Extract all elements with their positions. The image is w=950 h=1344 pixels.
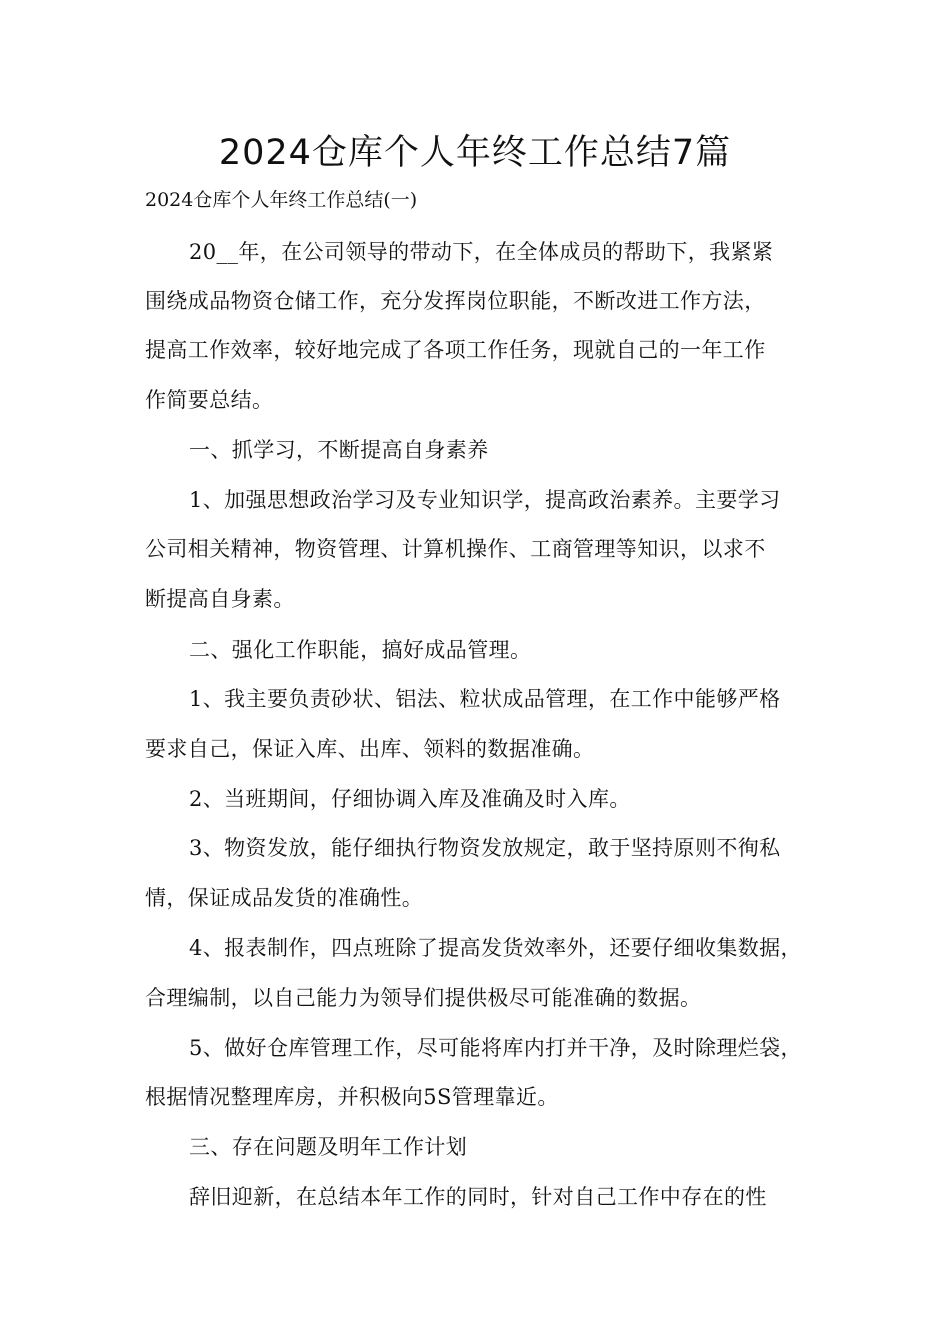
paragraph-line: 公司相关精神，物资管理、计算机操作、工商管理等知识，以求不 bbox=[145, 537, 766, 561]
paragraph-line: 2、当班期间，仔细协调入库及准确及时入库。 bbox=[189, 787, 631, 811]
paragraph-line: 根据情况整理库房，并积极向5S管理靠近。 bbox=[145, 1085, 559, 1109]
paragraph-line: 1、我主要负责砂状、铝法、粒状成品管理，在工作中能够严格 bbox=[189, 687, 781, 711]
section-heading: 三、存在问题及明年工作计划 bbox=[189, 1135, 468, 1159]
section-heading: 一、抓学习，不断提高自身素养 bbox=[189, 438, 489, 462]
paragraph-line: 要求自己，保证入库、出库、领料的数据准确。 bbox=[145, 737, 595, 761]
paragraph-line: 20__年，在公司领导的带动下，在全体成员的帮助下，我紧紧 bbox=[189, 240, 774, 264]
paragraph-line: 5、做好仓库管理工作，尽可能将库内打并干净，及时除理烂袋， bbox=[189, 1036, 802, 1060]
paragraph-line: 1、加强思想政治学习及专业知识学，提高政治素养。主要学习 bbox=[189, 488, 781, 512]
paragraph-line: 围绕成品物资仓储工作，充分发挥岗位职能，不断改进工作方法， bbox=[145, 289, 766, 313]
paragraph-line: 3、物资发放，能仔细执行物资发放规定，敢于坚持原则不徇私 bbox=[189, 836, 781, 860]
section-subtitle: 2024仓库个人年终工作总结(一) bbox=[145, 189, 418, 211]
document-title: 2024仓库个人年终工作总结7篇 bbox=[218, 133, 732, 173]
paragraph-line: 提高工作效率，较好地完成了各项工作任务，现就自己的一年工作 bbox=[145, 338, 766, 362]
paragraph-line: 合理编制，以自己能力为领导们提供极尽可能准确的数据。 bbox=[145, 986, 702, 1010]
paragraph-line: 作简要总结。 bbox=[145, 388, 274, 412]
paragraph-line: 4、报表制作，四点班除了提高发货效率外，还要仔细收集数据， bbox=[189, 936, 802, 960]
paragraph-line: 断提高自身素。 bbox=[145, 587, 295, 611]
paragraph-line: 情，保证成品发货的准确性。 bbox=[145, 886, 424, 910]
section-heading: 二、强化工作职能，搞好成品管理。 bbox=[189, 638, 532, 662]
paragraph-line: 辞旧迎新，在总结本年工作的同时，针对自己工作中存在的性 bbox=[189, 1185, 767, 1209]
